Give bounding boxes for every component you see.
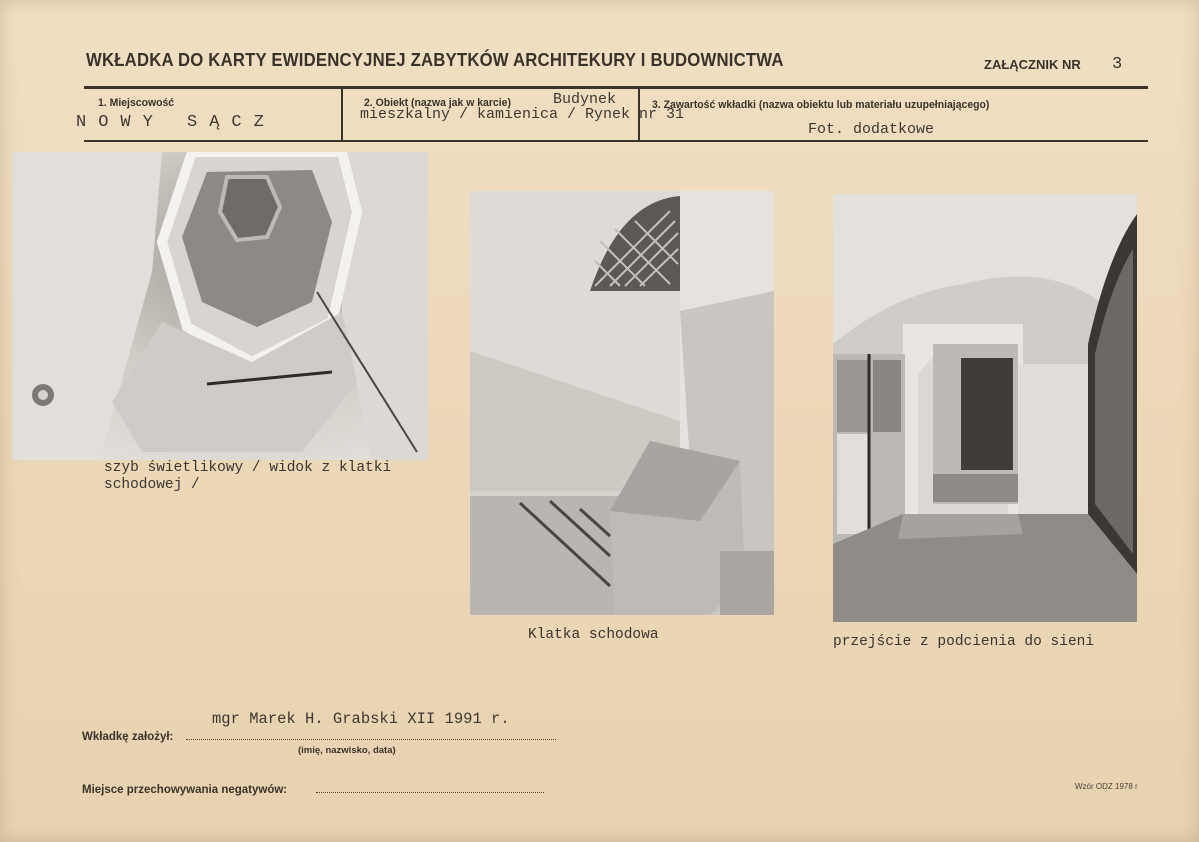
created-by-hint: (imię, nazwisko, data) (298, 745, 396, 756)
locality-label: 1. Miejscowość (98, 97, 175, 109)
field-box-top-rule (84, 86, 1148, 89)
field-box-bottom-rule (84, 140, 1148, 142)
photo-1-caption-line1: szyb świetlikowy / widok z klatki (104, 460, 392, 476)
annex-number: 3 (1112, 55, 1123, 74)
negatives-location-line (316, 792, 544, 793)
photo-1-caption-line2: schodowej / (104, 477, 200, 493)
skylight-shaft-image (12, 152, 428, 460)
field-divider-1 (341, 86, 343, 142)
staircase-image (470, 191, 774, 615)
photo-2-caption: Klatka schodowa (528, 627, 659, 643)
created-by-label: Wkładkę założył: (82, 731, 174, 743)
photo-3-caption: przejście z podcienia do sieni (833, 634, 1095, 650)
created-by-value: mgr Marek H. Grabski XII 1991 r. (212, 710, 510, 728)
object-value-line2: mieszkalny / kamienica / Rynek nr 31 (360, 106, 685, 123)
contents-value: Fot. dodatkowe (808, 121, 935, 138)
photo-staircase (470, 191, 774, 615)
photo-passage (833, 194, 1137, 622)
form-title: WKŁADKA DO KARTY EWIDENCYJNEJ ZABYTKÓW ARCHITEKURY I BUDOWNICTWA (86, 50, 784, 70)
passage-image (833, 194, 1137, 622)
locality-value: NOWY SĄCZ (76, 113, 276, 132)
negatives-location-label: Miejsce przechowywania negatywów: (82, 784, 288, 796)
object-value-line1: Budynek (553, 91, 617, 108)
object-label: 2. Obiekt (nazwa jak w karcie) (364, 97, 511, 109)
contents-label: 3. Zawartość wkładki (nazwa obiektu lub materiału uzupełniającego) (652, 99, 990, 111)
form-code: Wzór ODZ 1978 r (1075, 782, 1138, 791)
annex-label: ZAŁĄCZNIK NR (984, 57, 1081, 72)
created-by-line (186, 739, 556, 740)
photo-skylight-shaft (12, 152, 428, 460)
